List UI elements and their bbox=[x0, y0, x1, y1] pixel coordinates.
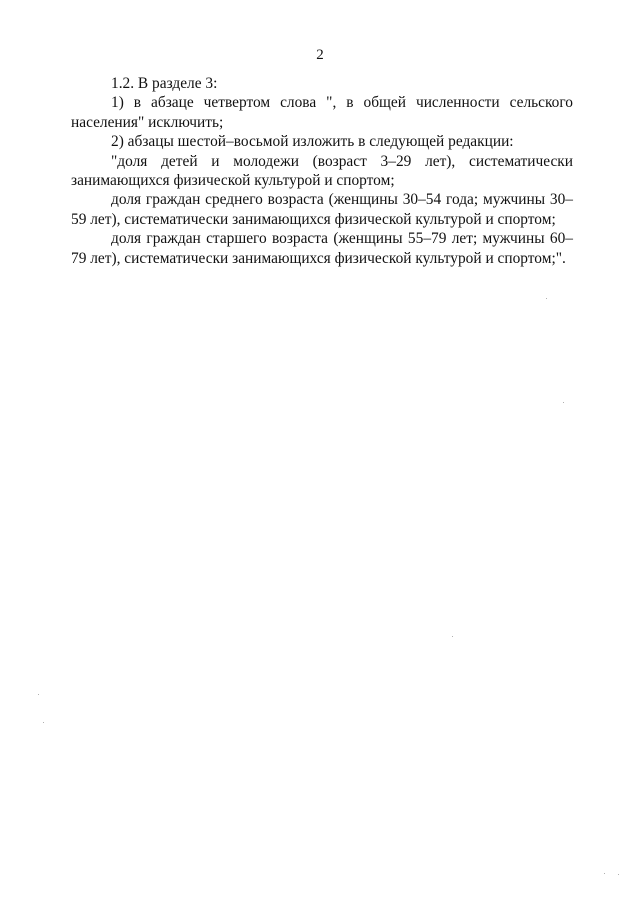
scan-artifact bbox=[563, 402, 564, 403]
scan-artifact bbox=[618, 874, 619, 875]
scan-artifact bbox=[604, 873, 605, 874]
paragraph-quote-middle-age: доля граждан среднего возраста (женщины 30–54 года; мужчины 30–59 лет), систематически занимающихся физической культурой и спортом; bbox=[71, 191, 573, 228]
paragraph-section-heading: 1.2. В разделе 3: bbox=[111, 75, 218, 92]
scan-artifact bbox=[452, 636, 453, 637]
scan-artifact bbox=[546, 298, 547, 299]
paragraph-item-1: 1) в абзаце четвертом слова ", в общей численности сельского населения" исключить; bbox=[71, 94, 573, 131]
paragraph-quote-youth: "доля детей и молодежи (возраст 3–29 лет), систематически занимающихся физической культурой и спортом; bbox=[71, 152, 573, 190]
page-number: 2 bbox=[316, 47, 324, 63]
document-body bbox=[71, 74, 573, 268]
paragraph-item-2: 2) абзацы шестой–восьмой изложить в следующей редакции: bbox=[111, 133, 514, 151]
paragraph-quote-older-age: доля граждан старшего возраста (женщины 55–79 лет; мужчины 60–79 лет), систематически занимающихся физической культурой и спортом;". bbox=[71, 230, 573, 267]
scan-artifact bbox=[43, 722, 44, 723]
scan-artifact bbox=[38, 694, 39, 695]
